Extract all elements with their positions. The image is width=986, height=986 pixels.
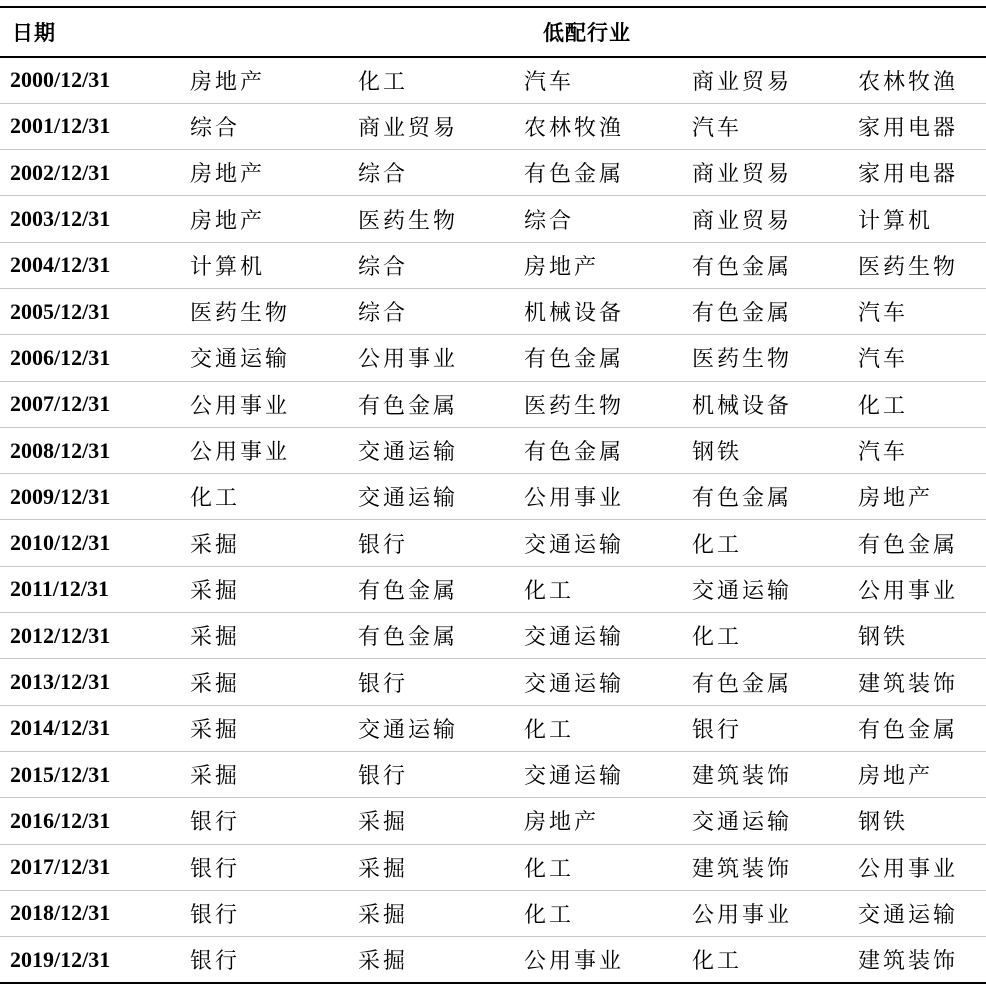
row-date-cell: 2007/12/31 bbox=[10, 391, 111, 417]
industry-cell: 化工 bbox=[190, 486, 241, 512]
table-row bbox=[0, 937, 986, 983]
industry-cell: 建筑装饰 bbox=[692, 856, 793, 882]
industry-cell: 汽车 bbox=[524, 69, 575, 95]
table-row bbox=[0, 474, 986, 520]
industry-cell: 采掘 bbox=[190, 578, 241, 604]
row-date-cell: 2013/12/31 bbox=[10, 669, 111, 694]
industry-cell: 交通运输 bbox=[358, 486, 459, 512]
industry-cell: 医药生物 bbox=[692, 347, 793, 373]
table-row bbox=[0, 150, 986, 196]
row-date-cell: 2003/12/31 bbox=[10, 206, 111, 232]
row-date-cell: 2012/12/31 bbox=[10, 622, 111, 648]
industry-cell: 公用事业 bbox=[190, 393, 291, 419]
industry-cell: 交通运输 bbox=[692, 810, 793, 836]
industry-cell: 银行 bbox=[358, 671, 409, 697]
industry-cell: 建筑装饰 bbox=[692, 764, 793, 790]
industry-cell: 有色金属 bbox=[524, 440, 625, 466]
industry-cell: 银行 bbox=[358, 532, 409, 558]
industry-cell: 交通运输 bbox=[358, 717, 459, 743]
industry-cell: 房地产 bbox=[858, 764, 934, 790]
industry-cell: 计算机 bbox=[190, 254, 266, 280]
industry-cell: 公用事业 bbox=[524, 949, 625, 975]
industry-cell: 机械设备 bbox=[524, 301, 625, 327]
industry-cell: 有色金属 bbox=[692, 301, 793, 327]
row-date-cell: 2015/12/31 bbox=[10, 761, 111, 787]
industry-cell: 交通运输 bbox=[358, 440, 459, 466]
industry-cell: 交通运输 bbox=[524, 671, 625, 697]
table-row bbox=[0, 103, 986, 149]
industry-cell: 化工 bbox=[524, 856, 575, 882]
table-row bbox=[0, 844, 986, 890]
industry-cell: 综合 bbox=[524, 208, 575, 234]
row-date-cell: 2011/12/31 bbox=[10, 576, 110, 602]
industry-cell: 银行 bbox=[190, 810, 241, 836]
row-date-cell: 2014/12/31 bbox=[10, 715, 111, 741]
industry-cell: 房地产 bbox=[190, 208, 266, 234]
industry-cell: 公用事业 bbox=[358, 347, 459, 373]
industry-cell: 汽车 bbox=[692, 115, 743, 141]
table-row bbox=[0, 427, 986, 473]
industry-cell: 汽车 bbox=[858, 347, 909, 373]
industry-cell: 综合 bbox=[358, 254, 409, 280]
industry-cell: 家用电器 bbox=[858, 115, 959, 141]
industry-cell: 商业贸易 bbox=[692, 208, 793, 234]
industry-cell: 采掘 bbox=[358, 856, 409, 882]
industry-cell: 有色金属 bbox=[358, 625, 459, 651]
industry-cell: 医药生物 bbox=[858, 254, 959, 280]
industry-cell: 化工 bbox=[858, 393, 909, 419]
industry-cell: 采掘 bbox=[358, 810, 409, 836]
industry-cell: 农林牧渔 bbox=[524, 115, 625, 141]
industry-cell: 采掘 bbox=[358, 949, 409, 975]
row-date-cell: 2017/12/31 bbox=[10, 854, 111, 880]
industry-cell: 采掘 bbox=[190, 532, 241, 558]
industry-cell: 房地产 bbox=[190, 69, 266, 95]
industry-cell: 有色金属 bbox=[358, 578, 459, 604]
row-date-cell: 2019/12/31 bbox=[10, 946, 111, 972]
industry-cell: 采掘 bbox=[190, 764, 241, 790]
industry-cell: 采掘 bbox=[190, 625, 241, 651]
industry-cell: 银行 bbox=[190, 902, 241, 928]
industry-cell: 综合 bbox=[358, 301, 409, 327]
industry-cell: 交通运输 bbox=[190, 347, 291, 373]
industry-cell: 银行 bbox=[692, 717, 743, 743]
date-column-header: 日期 bbox=[12, 20, 56, 45]
industry-cell: 化工 bbox=[692, 625, 743, 651]
table-row bbox=[0, 335, 986, 381]
industry-cell: 采掘 bbox=[358, 902, 409, 928]
industry-cell: 交通运输 bbox=[692, 578, 793, 604]
industry-cell: 建筑装饰 bbox=[858, 671, 959, 697]
industry-cell: 汽车 bbox=[858, 440, 909, 466]
table-row bbox=[0, 196, 986, 242]
industries-column-header: 低配行业 bbox=[543, 20, 632, 45]
industry-cell: 商业贸易 bbox=[692, 162, 793, 188]
industry-cell: 有色金属 bbox=[524, 162, 625, 188]
industry-cell: 钢铁 bbox=[692, 440, 743, 466]
row-date-cell: 2002/12/31 bbox=[10, 159, 111, 185]
industry-cell: 商业贸易 bbox=[692, 69, 793, 95]
table-row bbox=[0, 288, 986, 334]
industry-cell: 银行 bbox=[190, 856, 241, 882]
industry-cell: 化工 bbox=[524, 902, 575, 928]
industry-cell: 农林牧渔 bbox=[858, 69, 959, 95]
industry-cell: 公用事业 bbox=[692, 902, 793, 928]
industry-cell: 房地产 bbox=[524, 810, 600, 836]
industry-cell: 钢铁 bbox=[858, 625, 909, 651]
table-row bbox=[0, 659, 986, 705]
row-date-cell: 2018/12/31 bbox=[10, 900, 111, 926]
industry-cell: 交通运输 bbox=[858, 902, 959, 928]
industry-cell: 交通运输 bbox=[524, 532, 625, 558]
industry-cell: 房地产 bbox=[190, 162, 266, 188]
industry-cell: 化工 bbox=[358, 69, 409, 95]
row-date-cell: 2004/12/31 bbox=[10, 252, 111, 278]
industry-cell: 化工 bbox=[524, 717, 575, 743]
industry-cell: 化工 bbox=[692, 949, 743, 975]
row-date-cell: 2006/12/31 bbox=[10, 344, 111, 370]
industry-cell: 交通运输 bbox=[524, 625, 625, 651]
table-row bbox=[0, 520, 986, 566]
row-date-cell: 2001/12/31 bbox=[10, 113, 111, 139]
industry-cell: 交通运输 bbox=[524, 764, 625, 790]
industry-cell: 有色金属 bbox=[524, 347, 625, 373]
table-row bbox=[0, 242, 986, 288]
table-row bbox=[0, 57, 986, 103]
industry-cell: 银行 bbox=[190, 949, 241, 975]
underweight-industries-table bbox=[0, 6, 986, 984]
table-row bbox=[0, 890, 986, 936]
industry-cell: 银行 bbox=[358, 764, 409, 790]
table-header bbox=[0, 7, 986, 57]
industry-cell: 家用电器 bbox=[858, 162, 959, 188]
industry-cell: 公用事业 bbox=[190, 440, 291, 466]
table-row bbox=[0, 566, 986, 612]
table-body bbox=[0, 57, 986, 983]
industry-cell: 钢铁 bbox=[858, 810, 909, 836]
industry-cell: 综合 bbox=[190, 115, 241, 141]
table-row bbox=[0, 381, 986, 427]
table-row bbox=[0, 705, 986, 751]
industry-cell: 房地产 bbox=[524, 254, 600, 280]
industry-cell: 化工 bbox=[524, 578, 575, 604]
industry-cell: 有色金属 bbox=[858, 532, 959, 558]
industry-cell: 汽车 bbox=[858, 301, 909, 327]
industry-cell: 有色金属 bbox=[858, 717, 959, 743]
industry-cell: 建筑装饰 bbox=[858, 949, 959, 975]
row-date-cell: 2008/12/31 bbox=[10, 437, 111, 463]
industry-cell: 计算机 bbox=[858, 208, 934, 234]
industry-cell: 机械设备 bbox=[692, 393, 793, 419]
industry-cell: 医药生物 bbox=[358, 208, 459, 234]
table-row bbox=[0, 613, 986, 659]
industry-cell: 有色金属 bbox=[358, 393, 459, 419]
industry-cell: 采掘 bbox=[190, 717, 241, 743]
table-row bbox=[0, 751, 986, 797]
row-date-cell: 2000/12/31 bbox=[10, 67, 111, 93]
industry-cell: 有色金属 bbox=[692, 254, 793, 280]
header-row bbox=[0, 7, 986, 57]
row-date-cell: 2010/12/31 bbox=[10, 530, 111, 556]
industry-cell: 有色金属 bbox=[692, 671, 793, 697]
industry-cell: 医药生物 bbox=[190, 301, 291, 327]
industry-cell: 化工 bbox=[692, 532, 743, 558]
industry-cell: 综合 bbox=[358, 162, 409, 188]
industry-cell: 公用事业 bbox=[858, 578, 959, 604]
industry-cell: 商业贸易 bbox=[358, 115, 459, 141]
row-date-cell: 2009/12/31 bbox=[10, 483, 111, 509]
industry-cell: 公用事业 bbox=[524, 486, 625, 512]
industry-cell: 公用事业 bbox=[858, 856, 959, 882]
industry-cell: 有色金属 bbox=[692, 486, 793, 512]
row-date-cell: 2016/12/31 bbox=[10, 807, 111, 833]
industry-cell: 医药生物 bbox=[524, 393, 625, 419]
industry-cell: 房地产 bbox=[858, 486, 934, 512]
industry-cell: 采掘 bbox=[190, 671, 241, 697]
row-date-cell: 2005/12/31 bbox=[10, 298, 111, 324]
table-row bbox=[0, 798, 986, 844]
